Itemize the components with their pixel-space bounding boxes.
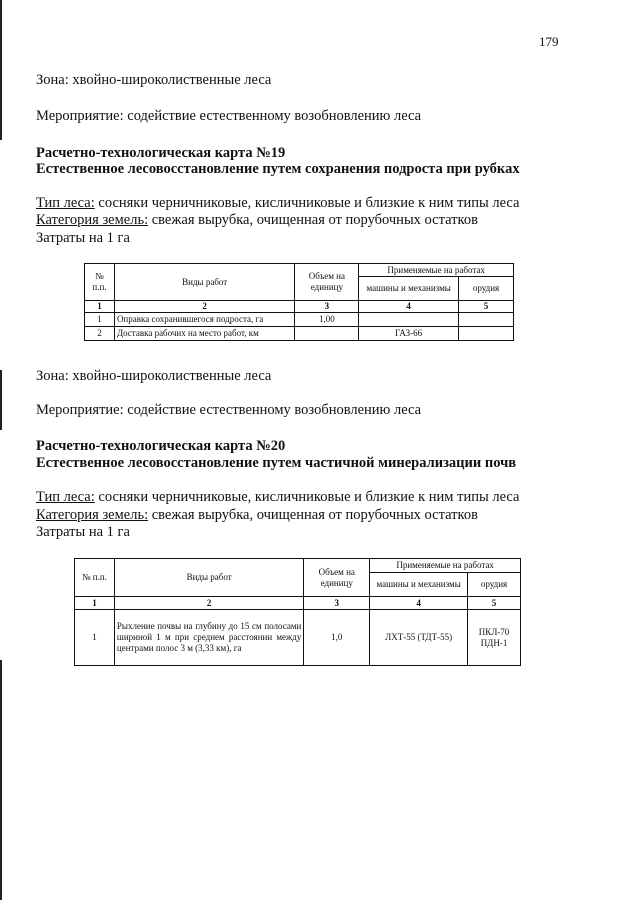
column-number: 4 [359, 301, 459, 313]
forest-type-value: сосняки черничниковые, кисличниковые и близкие к ним типы леса [98, 195, 520, 211]
card-title: Расчетно-технологическая карта №19 [36, 145, 286, 161]
card-subtitle: Естественное лесовосстановление путем частичной минерализации почв [36, 455, 517, 471]
forest-type-label: Тип леса: [36, 489, 95, 505]
land-category-label: Категория земель: [36, 212, 149, 228]
cell-no: 1 [75, 610, 115, 666]
cell-volume [295, 327, 359, 341]
column-numbers-row [85, 301, 514, 313]
header-applied: Применяемые на работах [370, 559, 521, 573]
table-header-row [75, 559, 521, 573]
header-no: № п.п. [85, 264, 115, 301]
forest-type-line [36, 194, 519, 212]
tech-table-19 [84, 263, 514, 341]
column-numbers-row [75, 597, 521, 610]
column-number: 5 [459, 301, 514, 313]
cell-no: 1 [85, 313, 115, 327]
header-work: Виды работ [114, 559, 303, 597]
header-tools: орудия [459, 277, 514, 301]
cell-machines: ЛХТ-55 (ТДТ-55) [370, 610, 468, 666]
forest-type-line [36, 488, 519, 506]
table-row [75, 610, 521, 666]
cell-tools [459, 313, 514, 327]
scan-edge-mark [0, 660, 2, 900]
header-machines: машины и механизмы [359, 277, 459, 301]
cell-no: 2 [85, 327, 115, 341]
column-number: 1 [85, 301, 115, 313]
tech-table-20 [74, 558, 521, 666]
scan-edge-mark [0, 370, 2, 430]
column-number: 4 [370, 597, 468, 610]
header-work: Виды работ [114, 264, 294, 301]
measure-line: Мероприятие: содействие естественному возобновлению леса [36, 402, 422, 418]
costs-line: Затраты на 1 га [36, 230, 130, 246]
column-number: 3 [304, 597, 370, 610]
column-number: 2 [114, 301, 294, 313]
header-machines: машины и механизмы [370, 573, 468, 597]
scan-edge-mark [0, 0, 2, 140]
column-number: 1 [75, 597, 115, 610]
column-number: 2 [114, 597, 303, 610]
cell-tools: ПКЛ-70 ПДН-1 [468, 610, 521, 666]
cell-tools [459, 327, 514, 341]
cell-volume: 1,0 [304, 610, 370, 666]
forest-type-label: Тип леса: [36, 195, 95, 211]
table-header-row [85, 264, 514, 277]
cell-machines [359, 313, 459, 327]
column-number: 5 [468, 597, 521, 610]
cell-volume: 1,00 [295, 313, 359, 327]
card-subtitle: Естественное лесовосстановление путем сохранения подроста при рубках [36, 161, 520, 177]
costs-line: Затраты на 1 га [36, 524, 130, 540]
cell-machines: ГАЗ-66 [359, 327, 459, 341]
land-category-value: свежая вырубка, очищенная от порубочных остатков [151, 212, 478, 228]
card-title: Расчетно-технологическая карта №20 [36, 438, 286, 454]
cell-work: Рыхление почвы на глубину до 15 см полосами шириной 1 м при среднем расстоянии между центрами полос 3 м (3,33 км), га [114, 610, 303, 666]
table-row [85, 327, 514, 341]
header-no: № п.п. [75, 559, 115, 597]
cell-work: Доставка рабочих на место работ, км [114, 327, 294, 341]
cell-work: Оправка сохранившегося подроста, га [114, 313, 294, 327]
land-category-label: Категория земель: [36, 507, 149, 523]
header-applied: Применяемые на работах [359, 264, 514, 277]
header-tools: орудия [468, 573, 521, 597]
measure-line: Мероприятие: содействие естественному возобновлению леса [36, 108, 422, 124]
header-volume: Объем на единицу [304, 559, 370, 597]
zone-line: Зона: хвойно-широколиственные леса [36, 72, 272, 88]
land-category-value: свежая вырубка, очищенная от порубочных остатков [151, 507, 478, 523]
land-category-line [36, 506, 478, 524]
land-category-line [36, 211, 478, 229]
page-number: 179 [539, 34, 559, 49]
header-volume: Объем на единицу [295, 264, 359, 301]
column-number: 3 [295, 301, 359, 313]
forest-type-value: сосняки черничниковые, кисличниковые и близкие к ним типы леса [98, 489, 520, 505]
zone-line: Зона: хвойно-широколиственные леса [36, 368, 272, 384]
table-row [85, 313, 514, 327]
